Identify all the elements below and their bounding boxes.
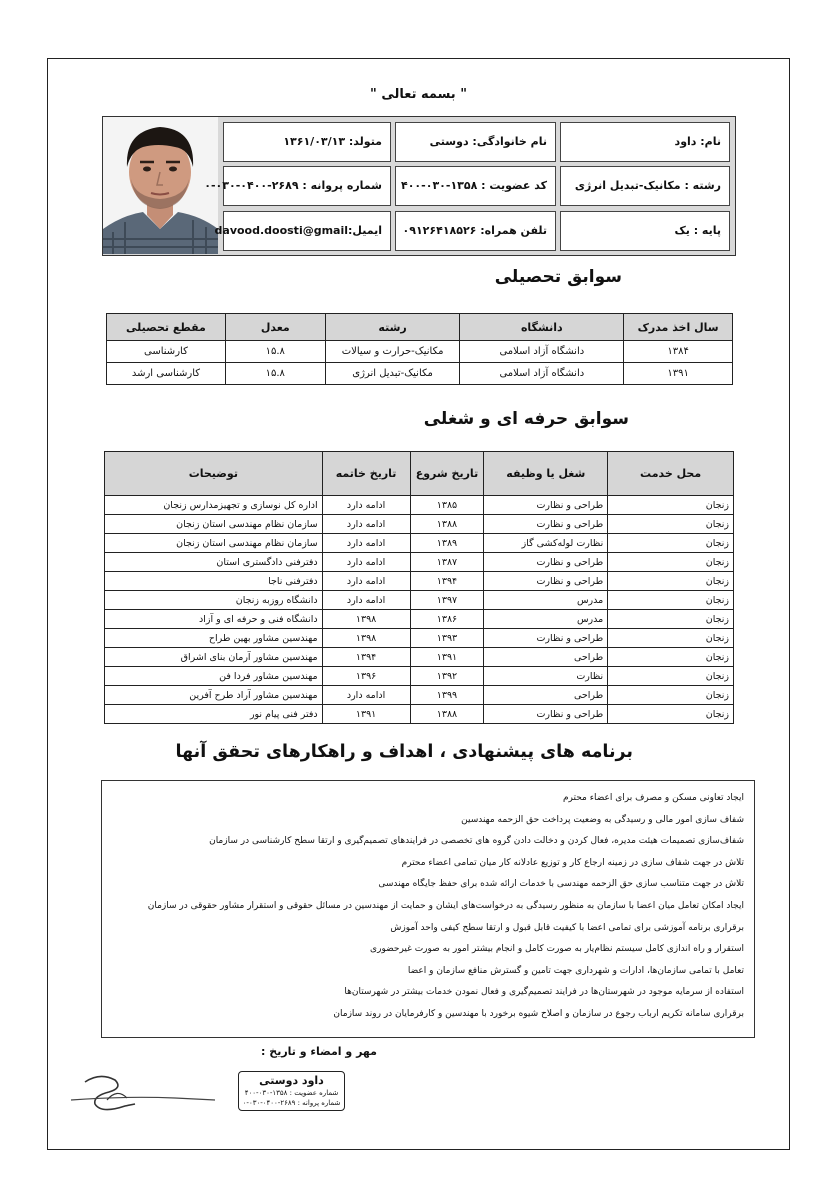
table-cell: ۱۳۹۸ [322, 610, 410, 629]
table-cell: زنجان [608, 705, 734, 724]
career-table [104, 451, 734, 724]
table-cell: زنجان [608, 534, 734, 553]
signature-label: مهر و امضاء و تاریخ : [261, 1045, 377, 1058]
table-cell: زنجان [608, 496, 734, 515]
stamp [238, 1071, 345, 1111]
stamp-membership: شماره عضویت : ۱۳۵۸-۰۳۰-۴۰۰ [244, 1089, 339, 1097]
education-header-cell: دانشگاه [460, 314, 624, 341]
table-cell: ۱۵.۸ [225, 363, 325, 385]
table-cell: ۱۳۸۴ [624, 341, 733, 363]
table-row [105, 534, 734, 553]
table-row [105, 610, 734, 629]
table-cell: ادامه دارد [322, 496, 410, 515]
education-header-cell: مقطع تحصیلی [107, 314, 226, 341]
plan-item: شفاف‌سازی تصمیمات هیئت مدیره، فعال کردن و دخالت دادن گروه های تخصصی در فرایندهای تصمیم‌گیری و ارتقا سطح کارشناسی در سازمان [209, 836, 744, 847]
plan-item: برقراری سامانه تکریم ارباب رجوع در سازمان و اصلاح شیوه برخورد با مهندسین و کارفرمایان در روند سازمان [333, 1008, 744, 1019]
plans-title: برنامه های پیشنهادی ، اهداف و راهکارهای تحقق آنها [175, 742, 633, 762]
table-cell: ۱۳۸۷ [410, 553, 484, 572]
table-cell: زنجان [608, 515, 734, 534]
table-row [105, 553, 734, 572]
education-header-row [107, 314, 733, 341]
career-header-row [105, 452, 734, 496]
table-cell: ۱۳۸۸ [410, 515, 484, 534]
profile-photo [103, 117, 218, 254]
table-cell: مکانیک-حرارت و سیالات [325, 341, 460, 363]
table-cell: مدرس [484, 591, 608, 610]
table-cell: دفترفنی دادگستری استان [105, 553, 323, 572]
table-cell: ۱۳۹۴ [322, 648, 410, 667]
table-cell: ۱۳۹۹ [410, 686, 484, 705]
table-cell: زنجان [608, 591, 734, 610]
table-cell: زنجان [608, 667, 734, 686]
plan-item: ایجاد امکان تعامل میان اعضا با سازمان به منظور رسیدگی به درخواست‌های ایشان و حمایت از مهندسین در مسائل حقوقی و استقرار مشاور حقوقی در سازمان [147, 900, 744, 911]
table-cell: ۱۳۸۵ [410, 496, 484, 515]
table-cell: زنجان [608, 629, 734, 648]
table-cell: ۱۳۹۸ [322, 629, 410, 648]
plan-item: استقرار و راه اندازی کامل سیستم نظام‌یار به صورت کامل و انجام بیشتر امور به صورت غیرحضوری [370, 944, 744, 955]
birth-date-field: متولد: ۱۳۶۱/۰۳/۱۳ [223, 122, 391, 162]
table-cell: اداره کل نوسازی و تجهیزمدارس زنجان [105, 496, 323, 515]
career-header-cell: تاریخ خاتمه [322, 452, 410, 496]
table-cell: طراحی و نظارت [484, 629, 608, 648]
table-cell: طراحی و نظارت [484, 515, 608, 534]
family-name-field: نام خانوادگی: دوستی [395, 122, 556, 162]
table-cell: ادامه دارد [322, 686, 410, 705]
table-cell: دفترفنی ناجا [105, 572, 323, 591]
table-cell: ۱۳۸۶ [410, 610, 484, 629]
plan-item: تلاش در جهت متناسب سازی حق الزحمه مهندسی با خدمات ارائه شده برای حفظ جایگاه مهندسی [378, 879, 744, 890]
table-cell: کارشناسی ارشد [107, 363, 226, 385]
table-cell: ادامه دارد [322, 591, 410, 610]
table-cell: ۱۳۹۱ [624, 363, 733, 385]
table-cell: ۱۵.۸ [225, 341, 325, 363]
email-field: ایمیل:davood.doosti@gmail [223, 211, 391, 251]
table-cell: کارشناسی [107, 341, 226, 363]
education-header-cell: سال اخذ مدرک [624, 314, 733, 341]
plan-item: ایجاد تعاونی مسکن و مصرف برای اعضاء محترم [562, 793, 744, 803]
table-row [105, 572, 734, 591]
table-cell: مهندسین مشاور آرمان بنای اشراق [105, 648, 323, 667]
table-cell: طراحی و نظارت [484, 572, 608, 591]
table-row [105, 667, 734, 686]
career-header-cell: تاریخ شروع [410, 452, 484, 496]
table-cell: زنجان [608, 553, 734, 572]
table-cell: دانشگاه روزبه زنجان [105, 591, 323, 610]
table-cell: ۱۳۹۱ [410, 648, 484, 667]
table-cell: طراحی [484, 648, 608, 667]
table-cell: ۱۳۹۲ [410, 667, 484, 686]
education-table [106, 313, 733, 385]
basmala-heading: " بسمه تعالی " [370, 87, 467, 102]
table-cell: دانشگاه آزاد اسلامی [460, 341, 624, 363]
table-cell: طراحی [484, 686, 608, 705]
table-cell: ۱۳۹۶ [322, 667, 410, 686]
table-row [107, 341, 733, 363]
table-cell: مکانیک-تبدیل انرژی [325, 363, 460, 385]
table-row [105, 686, 734, 705]
table-cell: طراحی و نظارت [484, 553, 608, 572]
table-cell: ۱۳۹۳ [410, 629, 484, 648]
career-title: سوابق حرفه ای و شغلی [423, 409, 629, 429]
table-cell: مهندسین مشاور آراد طرح آفرین [105, 686, 323, 705]
table-cell: ادامه دارد [322, 553, 410, 572]
table-cell: ۱۳۸۸ [410, 705, 484, 724]
table-row [105, 496, 734, 515]
table-row [107, 363, 733, 385]
table-cell: ادامه دارد [322, 572, 410, 591]
plans-box [101, 780, 755, 1038]
table-cell: مهندسین مشاور فردا فن [105, 667, 323, 686]
stamp-license: شماره پروانه : ۲۶۸۹-۰۴۰۰-۰۳۰-۰ [242, 1099, 341, 1107]
table-cell: مهندسین مشاور بهین طراح [105, 629, 323, 648]
education-title: سوابق تحصیلی [494, 267, 622, 287]
table-cell: سازمان نظام مهندسی استان زنجان [105, 534, 323, 553]
table-cell: سازمان نظام مهندسی استان زنجان [105, 515, 323, 534]
career-header-cell: توضیحات [105, 452, 323, 496]
table-cell: زنجان [608, 572, 734, 591]
table-cell: زنجان [608, 648, 734, 667]
name-field: نام: داود [560, 122, 730, 162]
table-cell: ۱۳۹۷ [410, 591, 484, 610]
table-row [105, 515, 734, 534]
table-cell: زنجان [608, 686, 734, 705]
table-cell: نظارت لوله‌کشی گاز [484, 534, 608, 553]
table-cell: دفتر فنی پیام نور [105, 705, 323, 724]
plan-item: تعامل با تمامی سازمان‌ها، ادارات و شهرداری جهت تامین و گسترش منافع سازمان و اعضا [407, 965, 744, 976]
table-cell: مدرس [484, 610, 608, 629]
table-cell: ۱۳۹۱ [322, 705, 410, 724]
stamp-name: داود دوستی [259, 1074, 324, 1087]
mobile-field: تلفن همراه: ۰۹۱۲۶۴۱۸۵۲۶ [395, 211, 556, 251]
table-cell: نظارت [484, 667, 608, 686]
education-header-cell: معدل [225, 314, 325, 341]
table-cell: دانشگاه آزاد اسلامی [460, 363, 624, 385]
plan-item: برقراری برنامه آموزشی برای تمامی اعضا با کیفیت قابل قبول و ارتقا سطح کیفی واحد آموزش [390, 922, 744, 933]
plan-item: استفاده از سرمایه موجود در شهرستان‌ها در فرایند تصمیم‌گیری و فعال نمودن خدمات بیشتر در شهرستان‌ها [344, 987, 744, 998]
profile-header [102, 116, 736, 256]
table-row [105, 648, 734, 667]
career-header-cell: شغل یا وظیفه [484, 452, 608, 496]
table-cell: ۱۳۸۹ [410, 534, 484, 553]
table-cell: ۱۳۹۴ [410, 572, 484, 591]
table-row [105, 629, 734, 648]
table-cell: ادامه دارد [322, 534, 410, 553]
handwritten-signature [65, 1070, 225, 1120]
table-cell: ادامه دارد [322, 515, 410, 534]
table-cell: زنجان [608, 610, 734, 629]
table-row [105, 705, 734, 724]
table-cell: طراحی و نظارت [484, 496, 608, 515]
membership-code-field: کد عضویت : ۱۳۵۸-۰۳۰-۴۰۰ [395, 166, 556, 206]
table-cell: دانشگاه فنی و حرفه ای و آزاد [105, 610, 323, 629]
plan-item: تلاش در جهت شفاف سازی در زمینه ارجاع کار و توزیع عادلانه کار میان تمامی اعضاء محترم [401, 857, 744, 868]
plan-item: شفاف سازی امور مالی و رسیدگی به وضعیت پرداخت حق الزحمه مهندسین [461, 814, 744, 825]
field-of-study-field: رشته : مکانیک-تبدیل انرژی [560, 166, 730, 206]
education-header-cell: رشته [325, 314, 460, 341]
grade-field: پایه : یک [560, 211, 730, 251]
table-row [105, 591, 734, 610]
career-header-cell: محل خدمت [608, 452, 734, 496]
table-cell: طراحی و نظارت [484, 705, 608, 724]
license-number-field: شماره پروانه : ۲۶۸۹-۰۴۰۰-۰۳۰-۰ [223, 166, 391, 206]
